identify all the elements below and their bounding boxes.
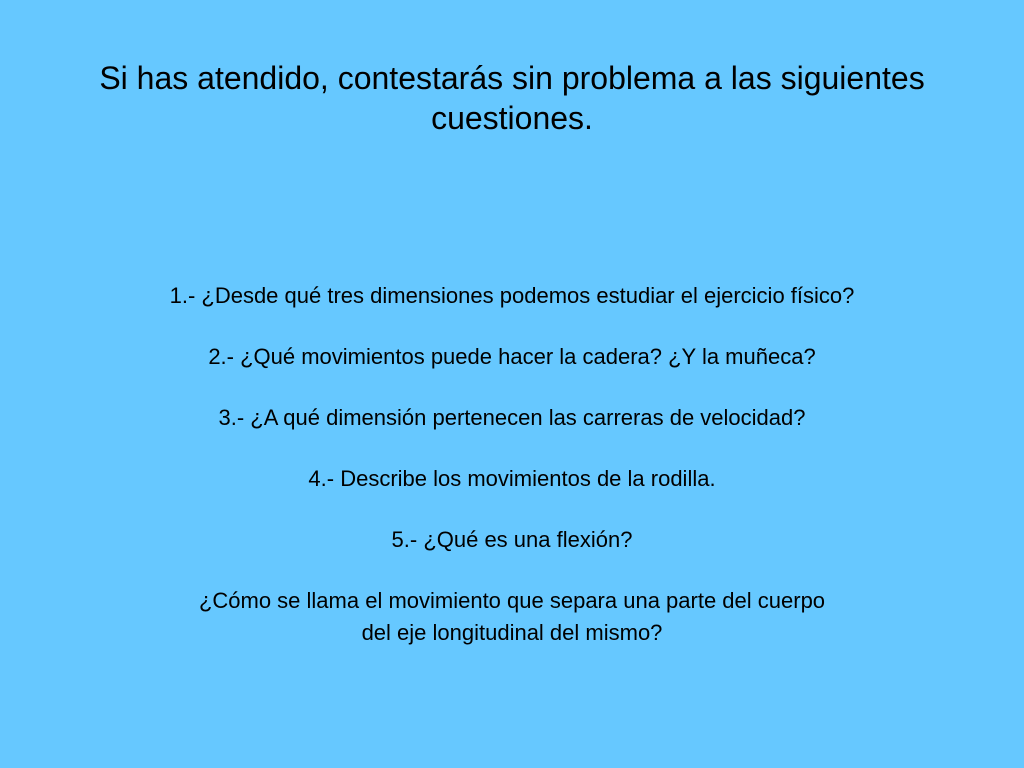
- slide-title-line-2: cuestiones.: [431, 100, 593, 136]
- slide-title: [40, 58, 984, 138]
- question-2: 2.- ¿Qué movimientos puede hacer la cadera? ¿Y la muñeca?: [208, 344, 816, 369]
- question-5: 5.- ¿Qué es una flexión?: [391, 527, 633, 552]
- final-question: [40, 585, 984, 649]
- question-3: 3.- ¿A qué dimensión pertenecen las carreras de velocidad?: [218, 405, 806, 430]
- question-list: [40, 280, 984, 649]
- question-4: 4.- Describe los movimientos de la rodilla.: [308, 466, 716, 491]
- final-question-line-1: ¿Cómo se llama el movimiento que separa una parte del cuerpo: [198, 588, 826, 613]
- question-1: 1.- ¿Desde qué tres dimensiones podemos estudiar el ejercicio físico?: [169, 283, 855, 308]
- slide-title-line-1: Si has atendido, contestarás sin problema a las siguientes: [99, 60, 925, 96]
- final-question-line-2: del eje longitudinal del mismo?: [361, 620, 663, 645]
